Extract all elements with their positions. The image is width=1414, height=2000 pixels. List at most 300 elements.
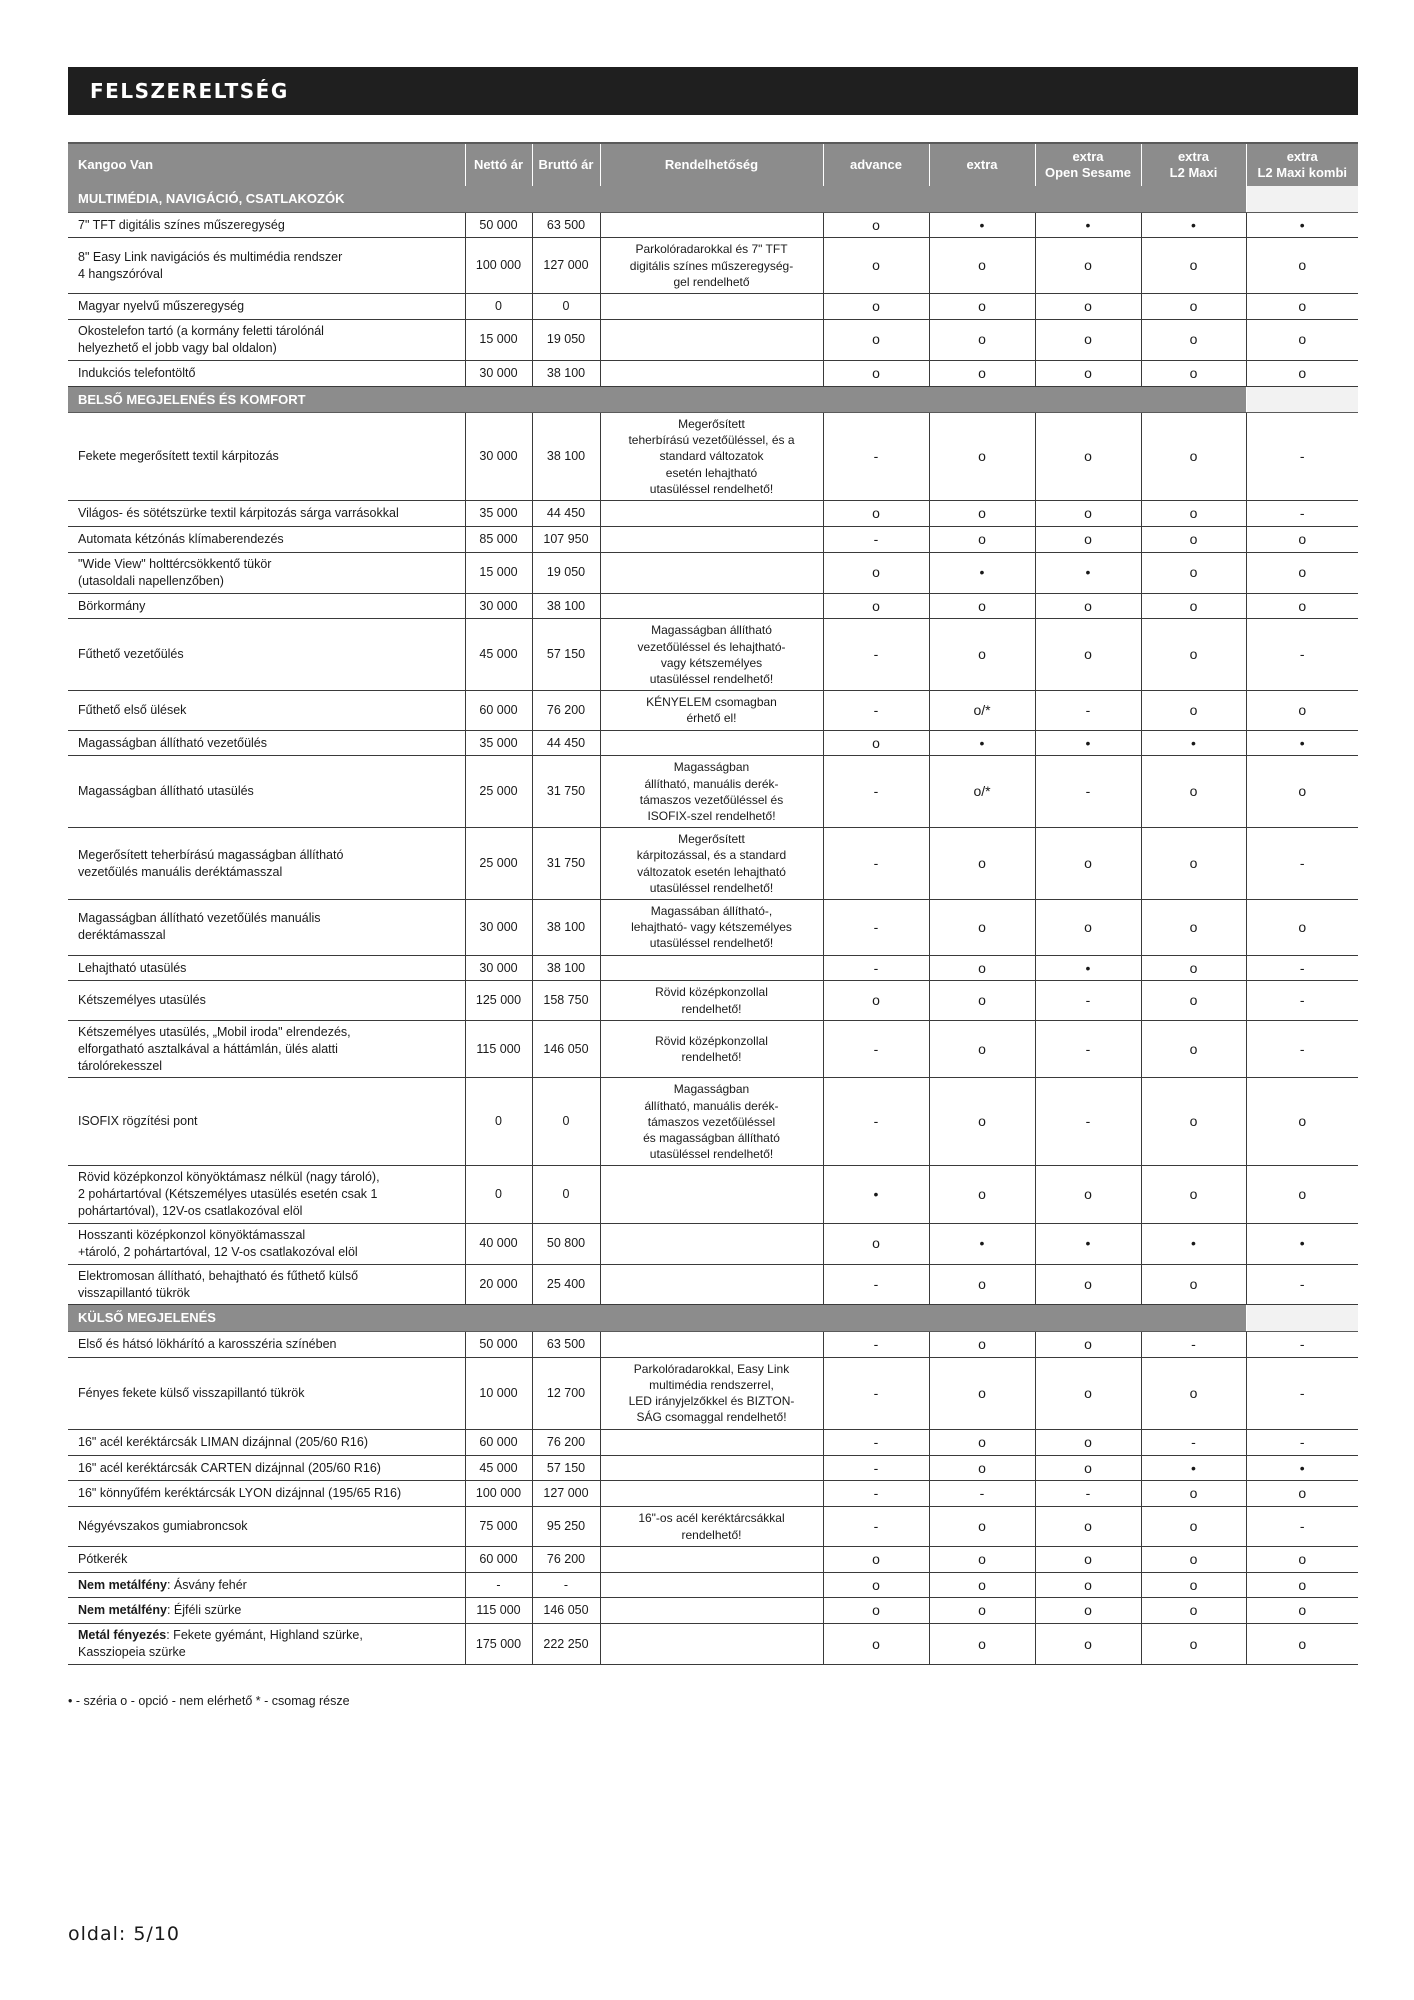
gross-price: 63 500	[532, 212, 600, 238]
feature-name-text: "Wide View" holttércsökkentő tükör (utasoldali napellenzőben)	[78, 556, 272, 588]
availability-mark: -	[1246, 413, 1358, 501]
feature-name-text: Magasságban állítható utasülés	[78, 784, 254, 799]
availability-mark: -	[823, 899, 929, 955]
gross-price: 63 500	[532, 1332, 600, 1358]
net-price: 25 000	[465, 756, 532, 828]
availability-mark: o	[929, 294, 1035, 320]
availability-mark: o	[1035, 413, 1141, 501]
feature-name-text: Magasságban állítható vezetőülés	[78, 735, 268, 750]
availability-mark: o	[1035, 899, 1141, 955]
availability-mark: -	[1141, 1332, 1246, 1358]
availability-note	[600, 1264, 823, 1305]
availability-note: Magassában állítható-, lehajtható- vagy kétszemélyes utasüléssel rendelhető!	[600, 899, 823, 955]
gross-price: 127 000	[532, 1481, 600, 1507]
availability-mark: -	[823, 1455, 929, 1481]
col-header-extra-l2-maxi-kombi	[1246, 143, 1358, 186]
feature-name	[68, 319, 465, 360]
net-price: 60 000	[465, 1429, 532, 1455]
net-price: 175 000	[465, 1624, 532, 1665]
table-row	[68, 294, 1358, 320]
availability-mark: -	[823, 1481, 929, 1507]
section-title: MULTIMÉDIA, NAVIGÁCIÓ, CSATLAKOZÓK	[68, 186, 1246, 212]
availability-mark: -	[1246, 828, 1358, 900]
feature-name-text: Kétszemélyes utasülés, „Mobil iroda" elrendezés, elforgatható asztalkával a háttámlán, ülés alatti tárolórekesszel	[78, 1024, 351, 1073]
table-row	[68, 501, 1358, 527]
availability-mark: -	[823, 1357, 929, 1429]
availability-mark: o	[929, 593, 1035, 619]
availability-mark: •	[1141, 212, 1246, 238]
availability-mark: o	[1141, 1078, 1246, 1166]
availability-mark: o	[1141, 501, 1246, 527]
availability-mark: •	[1035, 212, 1141, 238]
feature-name-text: Fekete megerősített textil kárpitozás	[78, 449, 279, 464]
table-row	[68, 1166, 1358, 1224]
availability-mark: o	[1141, 593, 1246, 619]
table-body	[68, 186, 1358, 1665]
availability-note	[600, 1166, 823, 1224]
equipment-table	[68, 142, 1358, 1665]
availability-mark: o	[823, 360, 929, 386]
table-row	[68, 730, 1358, 756]
gross-price: 12 700	[532, 1357, 600, 1429]
availability-mark: o	[823, 319, 929, 360]
gross-price: 76 200	[532, 1546, 600, 1572]
availability-mark: -	[823, 526, 929, 552]
net-price: 0	[465, 1166, 532, 1224]
net-price: 30 000	[465, 360, 532, 386]
gross-price: 0	[532, 294, 600, 320]
feature-name	[68, 593, 465, 619]
availability-mark: •	[1141, 1223, 1246, 1264]
availability-note	[600, 1332, 823, 1358]
availability-mark: o	[1035, 1166, 1141, 1224]
availability-mark: o	[1141, 319, 1246, 360]
feature-name	[68, 501, 465, 527]
feature-name	[68, 1507, 465, 1546]
availability-mark: o	[1035, 593, 1141, 619]
availability-mark: o	[929, 1572, 1035, 1598]
feature-name-text: : Fekete gyémánt, Highland szürke, Kassziopeia szürke	[78, 1628, 363, 1660]
availability-mark: o	[1035, 319, 1141, 360]
table-row	[68, 1357, 1358, 1429]
net-price: 15 000	[465, 319, 532, 360]
availability-mark: -	[823, 691, 929, 730]
gross-price: 127 000	[532, 238, 600, 294]
gross-price: 57 150	[532, 1455, 600, 1481]
feature-name	[68, 828, 465, 900]
availability-mark: o	[1246, 1481, 1358, 1507]
availability-mark: o	[1035, 1429, 1141, 1455]
availability-mark: o	[1035, 1624, 1141, 1665]
feature-name-text: Elektromosan állítható, behajtható és fűthető külső visszapillantó tükrök	[78, 1268, 359, 1300]
availability-note	[600, 1455, 823, 1481]
feature-name-bold: Metál fényezés	[78, 1628, 167, 1643]
availability-mark: o	[929, 1264, 1035, 1305]
availability-mark: -	[1035, 1481, 1141, 1507]
feature-name-text: 8" Easy Link navigációs és multimédia rendszer 4 hangszóróval	[78, 249, 343, 281]
availability-mark: •	[1246, 1455, 1358, 1481]
net-price: 125 000	[465, 981, 532, 1020]
table-row	[68, 1223, 1358, 1264]
availability-mark: o	[929, 1507, 1035, 1546]
feature-name	[68, 691, 465, 730]
availability-mark: o	[823, 1624, 929, 1665]
feature-name-text: Fényes fekete külső visszapillantó tükrök	[78, 1385, 305, 1400]
availability-mark: o	[929, 981, 1035, 1020]
availability-mark: o	[1141, 1507, 1246, 1546]
availability-mark: o	[823, 1546, 929, 1572]
net-price: 0	[465, 294, 532, 320]
availability-mark: o	[1035, 1264, 1141, 1305]
availability-mark: -	[823, 1429, 929, 1455]
availability-mark: -	[823, 1507, 929, 1546]
availability-mark: o	[929, 1166, 1035, 1224]
feature-name	[68, 1078, 465, 1166]
availability-mark: •	[823, 1166, 929, 1224]
section-header-row	[68, 386, 1358, 413]
net-price: 100 000	[465, 238, 532, 294]
availability-note	[600, 1429, 823, 1455]
gross-price: 0	[532, 1166, 600, 1224]
availability-mark: o	[1141, 1481, 1246, 1507]
availability-mark: o	[1246, 593, 1358, 619]
availability-mark: o	[929, 413, 1035, 501]
availability-mark: -	[1246, 1429, 1358, 1455]
availability-mark: -	[1246, 1332, 1358, 1358]
availability-mark: o	[1141, 691, 1246, 730]
net-price: 45 000	[465, 619, 532, 691]
col-header-line: L2 Maxi	[1169, 165, 1218, 180]
availability-mark: o	[1246, 360, 1358, 386]
availability-mark: o	[823, 294, 929, 320]
availability-mark: -	[929, 1481, 1035, 1507]
availability-mark: o	[823, 730, 929, 756]
availability-note	[600, 360, 823, 386]
availability-note: Magasságban állítható, manuális derék- támaszos vezetőüléssel és magasságban állítható utasüléssel rendelhető!	[600, 1078, 823, 1166]
gross-price: 76 200	[532, 691, 600, 730]
feature-name	[68, 552, 465, 593]
availability-mark: o	[1035, 1598, 1141, 1624]
availability-note	[600, 593, 823, 619]
availability-note	[600, 1481, 823, 1507]
gross-price: 19 050	[532, 552, 600, 593]
gross-price: 44 450	[532, 730, 600, 756]
gross-price: 50 800	[532, 1223, 600, 1264]
feature-name	[68, 981, 465, 1020]
availability-mark: o	[1246, 899, 1358, 955]
availability-mark: o	[929, 360, 1035, 386]
availability-mark: -	[1246, 955, 1358, 981]
feature-name-bold: Nem metálfény	[78, 1577, 167, 1592]
gross-price: 222 250	[532, 1624, 600, 1665]
table-row	[68, 1455, 1358, 1481]
net-price: 50 000	[465, 212, 532, 238]
feature-name	[68, 1357, 465, 1429]
net-price: 115 000	[465, 1020, 532, 1078]
availability-mark: -	[823, 1020, 929, 1078]
feature-name	[68, 360, 465, 386]
availability-mark: o	[929, 828, 1035, 900]
availability-mark: •	[1246, 212, 1358, 238]
availability-mark: o	[929, 526, 1035, 552]
legend: • - széria o - opció - nem elérhető * - csomag része	[68, 1694, 350, 1708]
availability-note	[600, 526, 823, 552]
gross-price: 38 100	[532, 955, 600, 981]
feature-name-text: Okostelefon tartó (a kormány feletti tárolónál helyezhető el jobb vagy bal oldalon)	[78, 323, 324, 355]
gross-price: 76 200	[532, 1429, 600, 1455]
feature-name	[68, 756, 465, 828]
feature-name-text: Hosszanti középkonzol könyöktámasszal +tároló, 2 pohártartóval, 12 V-os csatlakozóval elöl	[78, 1227, 358, 1259]
table-row	[68, 1264, 1358, 1305]
col-header-model: Kangoo Van	[68, 143, 465, 186]
table-row	[68, 238, 1358, 294]
availability-mark: o	[823, 1223, 929, 1264]
feature-name	[68, 1598, 465, 1624]
table-row	[68, 955, 1358, 981]
availability-mark: o	[1141, 238, 1246, 294]
feature-name	[68, 955, 465, 981]
availability-mark: o	[1035, 619, 1141, 691]
table-row	[68, 1429, 1358, 1455]
availability-note	[600, 1546, 823, 1572]
availability-mark: o	[1246, 552, 1358, 593]
availability-mark: o	[929, 319, 1035, 360]
gross-price: 95 250	[532, 1507, 600, 1546]
availability-mark: o	[1246, 756, 1358, 828]
feature-name-text: Fűthető vezetőülés	[78, 647, 184, 662]
section-header-row	[68, 1305, 1358, 1332]
feature-name-text: 16" acél keréktárcsák LIMAN dizájnnal (205/60 R16)	[78, 1434, 368, 1449]
feature-name-text: Indukciós telefontöltő	[78, 365, 196, 380]
gross-price: 57 150	[532, 619, 600, 691]
net-price: -	[465, 1572, 532, 1598]
availability-mark: o	[929, 955, 1035, 981]
availability-mark: o	[929, 1624, 1035, 1665]
availability-mark: o	[1246, 319, 1358, 360]
table-row	[68, 552, 1358, 593]
net-price: 0	[465, 1078, 532, 1166]
availability-note: Megerősített kárpitozással, és a standard változatok esetén lehajtható utasüléssel rendelhető!	[600, 828, 823, 900]
availability-mark: •	[1246, 1223, 1358, 1264]
feature-name-text: 16" acél keréktárcsák CARTEN dizájnnal (205/60 R16)	[78, 1460, 381, 1475]
availability-note	[600, 1624, 823, 1665]
feature-name-text: : Ásvány fehér	[166, 1577, 247, 1592]
feature-name	[68, 1020, 465, 1078]
availability-mark: o	[1141, 360, 1246, 386]
availability-mark: o	[929, 1357, 1035, 1429]
availability-note: Rövid középkonzollal rendelhető!	[600, 981, 823, 1020]
availability-mark: o	[929, 1455, 1035, 1481]
availability-mark: -	[1035, 756, 1141, 828]
availability-note	[600, 955, 823, 981]
net-price: 40 000	[465, 1223, 532, 1264]
availability-mark: o	[1246, 238, 1358, 294]
availability-mark: -	[823, 955, 929, 981]
availability-mark: o	[1246, 294, 1358, 320]
availability-mark: o	[1141, 552, 1246, 593]
availability-mark: o	[929, 1332, 1035, 1358]
availability-mark: -	[823, 756, 929, 828]
availability-mark: o	[929, 238, 1035, 294]
availability-mark: •	[929, 730, 1035, 756]
availability-mark: o	[1141, 1624, 1246, 1665]
net-price: 115 000	[465, 1598, 532, 1624]
feature-name-text: 16" könnyűfém keréktárcsák LYON dizájnnal (195/65 R16)	[78, 1486, 402, 1501]
availability-mark: •	[929, 552, 1035, 593]
feature-name	[68, 1481, 465, 1507]
availability-note: Parkolóradarokkal és 7" TFT digitális színes műszeregység- gel rendelhető	[600, 238, 823, 294]
availability-mark: o	[1246, 1078, 1358, 1166]
availability-note: 16"-os acél keréktárcsákkal rendelhető!	[600, 1507, 823, 1546]
table-row	[68, 1598, 1358, 1624]
availability-note	[600, 501, 823, 527]
availability-mark: -	[1035, 1020, 1141, 1078]
feature-name	[68, 730, 465, 756]
net-price: 30 000	[465, 593, 532, 619]
feature-name	[68, 238, 465, 294]
feature-name	[68, 899, 465, 955]
net-price: 10 000	[465, 1357, 532, 1429]
availability-mark: o	[1141, 1166, 1246, 1224]
availability-mark: o	[1035, 360, 1141, 386]
availability-mark: o	[1141, 1020, 1246, 1078]
availability-mark: -	[823, 413, 929, 501]
availability-mark: o	[1141, 1357, 1246, 1429]
availability-mark: o	[1246, 1572, 1358, 1598]
feature-name	[68, 212, 465, 238]
availability-mark: o	[823, 1572, 929, 1598]
feature-name-text: Megerősített teherbírású magasságban állítható vezetőülés manuális deréktámasszal	[78, 847, 344, 879]
availability-mark: -	[823, 828, 929, 900]
table-row	[68, 212, 1358, 238]
feature-name-text: : Éjféli szürke	[166, 1603, 242, 1618]
availability-mark: -	[1246, 981, 1358, 1020]
feature-name	[68, 413, 465, 501]
net-price: 100 000	[465, 1481, 532, 1507]
availability-mark: o/*	[929, 691, 1035, 730]
availability-note	[600, 294, 823, 320]
gross-price: -	[532, 1572, 600, 1598]
gross-price: 44 450	[532, 501, 600, 527]
availability-mark: o/*	[929, 756, 1035, 828]
section-spacer	[1246, 186, 1358, 212]
col-header-gross-price: Bruttó ár	[532, 143, 600, 186]
table-header-row	[68, 143, 1358, 186]
gross-price: 0	[532, 1078, 600, 1166]
net-price: 20 000	[465, 1264, 532, 1305]
feature-name-text: Magasságban állítható vezetőülés manuális deréktámasszal	[78, 911, 321, 943]
availability-note	[600, 552, 823, 593]
availability-mark: o	[1141, 899, 1246, 955]
net-price: 35 000	[465, 501, 532, 527]
availability-note	[600, 1223, 823, 1264]
availability-note	[600, 212, 823, 238]
feature-name	[68, 1264, 465, 1305]
feature-name-text: Négyévszakos gumiabroncsok	[78, 1519, 248, 1534]
availability-mark: o	[1141, 294, 1246, 320]
table-row	[68, 828, 1358, 900]
feature-name	[68, 1624, 465, 1665]
availability-mark: o	[1035, 501, 1141, 527]
col-header-extra: extra	[929, 143, 1035, 186]
gross-price: 38 100	[532, 413, 600, 501]
gross-price: 158 750	[532, 981, 600, 1020]
availability-mark: -	[1246, 1020, 1358, 1078]
availability-mark: o	[929, 899, 1035, 955]
availability-mark: o	[1141, 1572, 1246, 1598]
net-price: 50 000	[465, 1332, 532, 1358]
table-row	[68, 981, 1358, 1020]
availability-mark: o	[929, 1078, 1035, 1166]
col-header-availability: Rendelhetőség	[600, 143, 823, 186]
availability-mark: o	[1141, 413, 1246, 501]
net-price: 15 000	[465, 552, 532, 593]
gross-price: 19 050	[532, 319, 600, 360]
availability-mark: •	[1035, 955, 1141, 981]
col-header-line: extra	[1072, 148, 1104, 164]
table-row	[68, 691, 1358, 730]
availability-mark: o	[1141, 619, 1246, 691]
availability-mark: -	[823, 1078, 929, 1166]
col-header-extra-l2-maxi	[1141, 143, 1246, 186]
net-price: 60 000	[465, 691, 532, 730]
availability-mark: •	[1035, 730, 1141, 756]
availability-mark: -	[823, 619, 929, 691]
availability-note: Magasságban állítható, manuális derék- támaszos vezetőüléssel és ISOFIX-szel rendelhető!	[600, 756, 823, 828]
net-price: 35 000	[465, 730, 532, 756]
gross-price: 31 750	[532, 756, 600, 828]
net-price: 60 000	[465, 1546, 532, 1572]
feature-name	[68, 1429, 465, 1455]
gross-price: 38 100	[532, 593, 600, 619]
feature-name	[68, 1332, 465, 1358]
availability-mark: o	[929, 1429, 1035, 1455]
availability-mark: -	[1035, 981, 1141, 1020]
gross-price: 31 750	[532, 828, 600, 900]
feature-name	[68, 1572, 465, 1598]
net-price: 30 000	[465, 413, 532, 501]
availability-note: Magasságban állítható vezetőüléssel és lehajtható- vagy kétszemélyes utasüléssel rendelhető!	[600, 619, 823, 691]
feature-name-bold: Nem metálfény	[78, 1603, 167, 1618]
table-row	[68, 319, 1358, 360]
availability-mark: o	[1035, 1572, 1141, 1598]
section-spacer	[1246, 386, 1358, 413]
table-row	[68, 1020, 1358, 1078]
availability-mark: o	[929, 501, 1035, 527]
net-price: 30 000	[465, 955, 532, 981]
availability-note	[600, 730, 823, 756]
feature-name-text: Első és hátsó lökhárító a karosszéria színében	[78, 1337, 337, 1352]
availability-mark: o	[1035, 1332, 1141, 1358]
availability-mark: o	[1141, 1546, 1246, 1572]
availability-mark: o	[1035, 294, 1141, 320]
table-row	[68, 593, 1358, 619]
col-header-extra-open-sesame	[1035, 143, 1141, 186]
feature-name	[68, 526, 465, 552]
table-row	[68, 1546, 1358, 1572]
feature-name-text: Rövid középkonzol könyöktámasz nélkül (nagy tároló), 2 pohártartóval (Kétszemélyes utasülés esetén csak 1 pohártartóval), 12V-os csatlakozóval elöl	[78, 1170, 380, 1219]
availability-mark: -	[823, 1264, 929, 1305]
feature-name	[68, 619, 465, 691]
feature-name-text: Automata kétzónás klímaberendezés	[78, 531, 284, 546]
availability-mark: o	[1035, 1546, 1141, 1572]
gross-price: 38 100	[532, 899, 600, 955]
availability-mark: o	[823, 552, 929, 593]
net-price: 30 000	[465, 899, 532, 955]
availability-note	[600, 319, 823, 360]
gross-price: 146 050	[532, 1020, 600, 1078]
section-title: KÜLSŐ MEGJELENÉS	[68, 1305, 1246, 1332]
